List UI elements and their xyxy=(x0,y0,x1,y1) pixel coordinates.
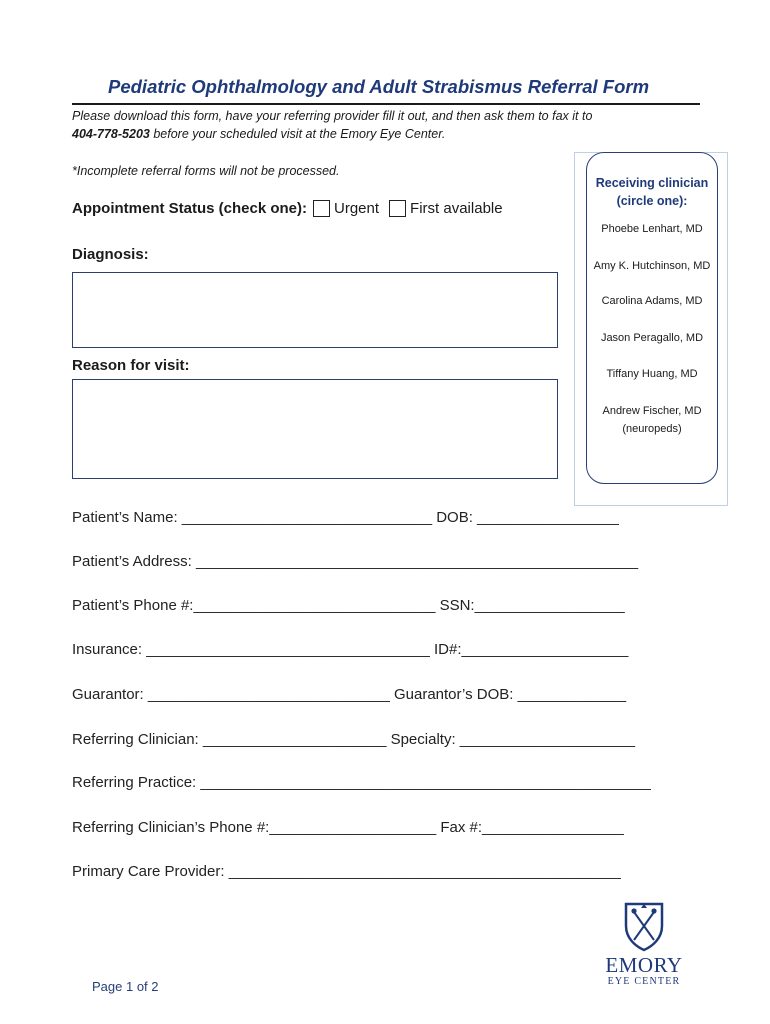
clinician-note: (neuropeds) xyxy=(622,423,682,435)
clinician-option[interactable]: Carolina Adams, MD xyxy=(601,295,703,307)
urgent-checkbox[interactable] xyxy=(313,200,330,217)
appointment-status-row xyxy=(72,200,513,217)
clinician-option[interactable]: Jason Peragallo, MD xyxy=(600,332,704,344)
patient-address-field[interactable]: Patient’s Address: _____________________________________________________ xyxy=(72,553,639,570)
clinician-phone-fax-field[interactable]: Referring Clinician’s Phone #:____________________ Fax #:_________________ xyxy=(72,819,624,836)
clinician-option[interactable]: Amy K. Hutchinson, MD xyxy=(593,260,711,272)
incomplete-note: *Incomplete referral forms will not be processed. xyxy=(72,164,340,178)
intro-line1: Please download this form, have your referring provider fill it out, and then ask them to fax it to xyxy=(72,109,593,123)
diagnosis-textbox[interactable] xyxy=(72,272,558,348)
form-title: Pediatric Ophthalmology and Adult Strabismus Referral Form xyxy=(108,76,650,97)
patient-name-dob-field[interactable]: Patient’s Name: ______________________________ DOB: _________________ xyxy=(72,509,619,526)
logo-subtitle: EYE CENTER xyxy=(607,976,681,987)
shield-icon xyxy=(622,900,666,952)
fax-number: 404-778-5203 xyxy=(72,127,150,141)
title-divider xyxy=(72,103,700,105)
appointment-status-label: Appointment Status (check one): xyxy=(72,200,308,217)
clinician-heading-line2: (circle one): xyxy=(616,194,688,208)
logo-name: EMORY xyxy=(605,953,683,977)
emory-logo xyxy=(596,900,692,988)
urgent-option-label: Urgent xyxy=(334,200,380,217)
clinician-heading-line1: Receiving clinician xyxy=(595,176,709,190)
intro-line2: before your scheduled visit at the Emory Eye Center. xyxy=(153,127,446,141)
reason-label: Reason for visit: xyxy=(72,357,190,374)
first-available-option-label: First available xyxy=(410,200,503,217)
intro-text xyxy=(72,107,702,143)
first-available-checkbox[interactable] xyxy=(389,200,406,217)
referring-practice-field[interactable]: Referring Practice: ______________________________________________________ xyxy=(72,774,651,791)
clinician-panel-heading xyxy=(586,174,718,210)
guarantor-field[interactable]: Guarantor: _____________________________ Guarantor’s DOB: _____________ xyxy=(72,686,627,703)
primary-care-provider-field[interactable]: Primary Care Provider: _______________________________________________ xyxy=(72,863,621,880)
referring-clinician-field[interactable]: Referring Clinician: ______________________ Specialty: _____________________ xyxy=(72,731,635,748)
insurance-id-field[interactable]: Insurance: __________________________________ ID#:____________________ xyxy=(72,641,629,658)
clinician-option[interactable]: Andrew Fischer, MD xyxy=(602,405,702,417)
patient-phone-ssn-field[interactable]: Patient’s Phone #:_____________________________ SSN:__________________ xyxy=(72,597,625,614)
reason-textbox[interactable] xyxy=(72,379,558,479)
clinician-option[interactable]: Tiffany Huang, MD xyxy=(606,368,698,380)
diagnosis-label: Diagnosis: xyxy=(72,246,149,263)
clinician-option[interactable]: Phoebe Lenhart, MD xyxy=(601,223,703,235)
page-number: Page 1 of 2 xyxy=(92,979,159,994)
